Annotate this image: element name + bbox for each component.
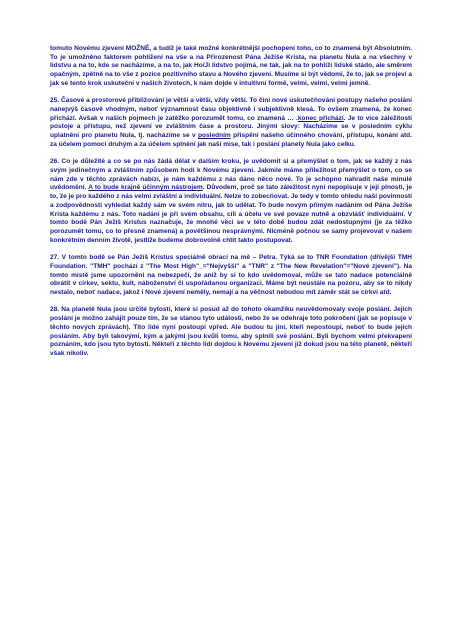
paragraph-text: přispění našeho účinného chování, přístupu, konání atd. za účelem pomoci druhým a za účelem splnění jak naší mise, tak i poslání planety Nula jako celku. bbox=[50, 132, 412, 148]
document-body bbox=[50, 45, 412, 359]
paragraph-text: tomuto Novému zjevení MOŽNÉ, a tudíž je také možné konkrétnější pochopení toho, co to znamená být Absolutním. To je umožněno faktorem pohlížení na vše a na Přirozenost Pána Ježíše Krista, na planetu Nula a na všechny v lidstvu a na to, kde se nacházíme, a na to, jak Ho/Ji lidstvo pojímá, ne tak, jak na to pohlíží lidské stádo, ale směrem opačným, zpětně na to vše z pozice pozitivního stavu a Nového zjevení. Musíme si být vědomi, že to, jak se projeví a jak se tento krok uskuteční v našich životech, k nám dojde v intuitivní formě, velmi, velmi, velmi jemně. bbox=[50, 45, 412, 87]
paragraph-text: 25. Časové a prostorové přibližování je větší a větší, vždy větší. To činí nové uskutečňování postupy našeho poslání nanejvýš časově vhodným, neboť významnost času objektivně i subjektivně klesá. To ovšem znamená, že konec přichází. Avšak v našich pojmech je zatěžko porozumět tomu, co znamená … . bbox=[50, 97, 412, 122]
paragraph-text: 27. V tomto bodě se Pán Ježíš Kristus speciálně obrací na mě – Petra. Týká se to TNR Foundation (dřívější TMH Foundation. "TMH" pochází z "The Most High"_="Nejvyšší" a "TNR" z "The New Revelation"="Nové zjevení"). Na tomto místě jsme upozorněni na nebezpečí, že aniž by si to kdo uvědomoval, může se tato nadace potenciálně obrátit v církev, sektu, kult, náboženství či uspořádanou organizaci. Máme být neustále na pozoru, aby se to nikdy nestalo, neboť nadace, jakož i Nové zjevení neměly, nemají a na věčnost nebudou mít záměr stát se církví atd. bbox=[50, 254, 412, 297]
paragraph bbox=[50, 45, 412, 89]
paragraph-text: 26. Co je důležité a co se po nás žádá dělat v dalším kroku, je uvědomit si a přemýšlet o tom, jak se každý z nás svým jedinečným a zvláštním způsobem hodí k Novému zjevení. Jakmile máme příležitost přemýšlet o tom, co se nám zde v těchto zprávách nabízí, je nám každému z nás dáno něco nové. To je schopno nahradit naše minulé uvědomění. bbox=[50, 158, 412, 192]
paragraph bbox=[50, 254, 412, 298]
underlined-text: konec přichází bbox=[297, 114, 344, 122]
paragraph bbox=[50, 158, 412, 245]
document-page bbox=[50, 45, 412, 359]
paragraph-text: . Důvodem, proč se tato záležitost nyní nepopisuje v její plnosti, je to, že je pro každého z nás velmi zvláštní a individuální. Nelze to zobecňovat. Je tedy v tomto ohledu naší povinností a zodpovědností vyhledat každý sám ve svém nitru, jak to udělat. To bude novým přímým nadáním od Pána Ježíše Krista každému z nás. Toto nadání je při svém obsahu, cíli a účelu ve své povaze nutně a obzvlášť individuální. V tomto bodě Pán Ježíš Kristus naznačuje, že mnohé věci se v této době budou zdát nedostupnými (je za těžko porozumět tomu, co to přesně znamená) a povětšinou nesprávnými. Nicméně počnou se samy projevovat v našem konkrétním denním životě, jestliže budeme dobrovolně chtít takto postupovat. bbox=[50, 184, 412, 244]
paragraph-text: 28. Na planetě Nula jsou určité bytosti, které si posud až do tohoto okamžiku neuvědomovaly svoje poslání. Jejich poslání je možno zahájit pouze tím, že se stanou tyto události, nebo že se odehraje toto pokročení (jak se popisuje v těchto nových zprávách). Tito lidé nyní postoupí vpřed. Ale budou tu jiní, kteří nepostoupí, neboť to bude jejich posláním. Aby byli takovými, kým a jakými jsou kvůli tomu, aby splnili své poslání. Byli bychom velmi překvapeni poznáním, kdo jsou tyto bytosti. Někteří z těchto lidí dojdou k Novému zjevení již dokud jsou na této planetě, někteří však nikoliv. bbox=[50, 306, 412, 358]
paragraph-text: . Je to více záležitostí postoje a přístupu, než zjevení ve zvláštním čase a prostoru. Jinými slovy: Nacházíme se v posledním cyklu uplatnění pro planetu Nula, tj. nacházíme se v bbox=[50, 114, 413, 140]
paragraph bbox=[50, 97, 412, 149]
paragraph bbox=[50, 306, 412, 358]
underlined-text: posledním bbox=[197, 132, 231, 140]
underlined-text: A to bude krajně účinným nástrojem bbox=[88, 184, 203, 192]
